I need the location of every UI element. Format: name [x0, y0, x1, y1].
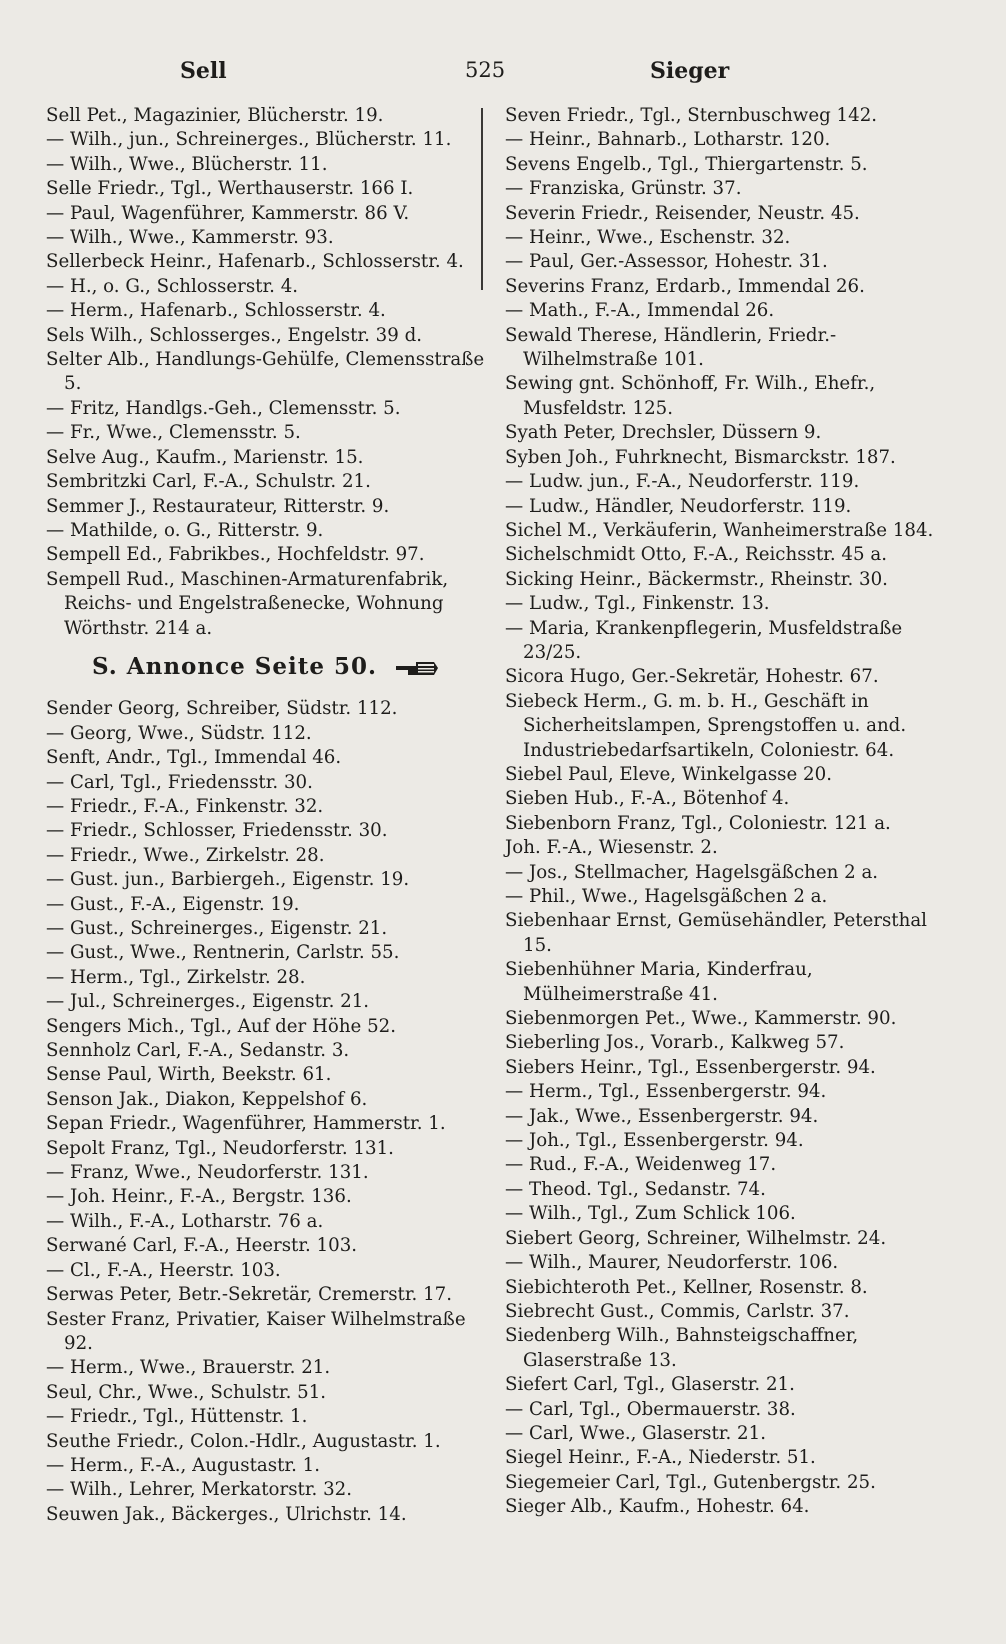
directory-entry: Sennholz Carl, F.-A., Sedanstr. 3. — [46, 1040, 350, 1062]
directory-entry: — Ludw. jun., F.-A., Neudorferstr. 119. — [505, 471, 860, 493]
directory-entry: — Friedr., Tgl., Hüttenstr. 1. — [46, 1406, 308, 1428]
directory-entry: — Friedr., Wwe., Zirkelstr. 28. — [46, 844, 325, 866]
directory-entry: — Ludw., Tgl., Finkenstr. 13. — [505, 593, 770, 615]
directory-entry: Seul, Chr., Wwe., Schulstr. 51. — [46, 1381, 327, 1403]
directory-entry: — Friedr., F.-A., Finkenstr. 32. — [46, 795, 324, 817]
directory-entry: — Theod. Tgl., Sedanstr. 74. — [505, 1178, 766, 1200]
header-left-keyword: Sell — [180, 58, 227, 84]
annonce-notice — [46, 652, 486, 680]
directory-entry: Siebenborn Franz, Tgl., Coloniestr. 121 a. — [505, 812, 891, 834]
directory-entry: — H., o. G., Schlosserstr. 4. — [46, 275, 299, 297]
directory-entry: Siegel Heinr., F.-A., Niederstr. 51. — [505, 1447, 816, 1469]
right-entries — [505, 104, 949, 1520]
directory-entry: — Friedr., Schlosser, Friedensstr. 30. — [46, 820, 388, 842]
directory-entry: Senson Jak., Diakon, Keppelshof 6. — [46, 1088, 368, 1110]
directory-entry: Selle Friedr., Tgl., Werthauserstr. 166 I. — [46, 178, 414, 200]
directory-entry: Siebrecht Gust., Commis, Carlstr. 37. — [505, 1300, 850, 1322]
directory-entry: Senft, Andr., Tgl., Immendal 46. — [46, 747, 342, 769]
directory-entry: — Jos., Stellmacher, Hagelsgäßchen 2 a. — [505, 861, 879, 883]
directory-entry: — Wilh., Tgl., Zum Schlick 106. — [505, 1203, 796, 1225]
directory-entry: Siebenhaar Ernst, Gemüsehändler, Petersthal 15. — [505, 910, 927, 956]
directory-entry: — Wilh., jun., Schreinerges., Blücherstr. 11. — [46, 129, 452, 151]
directory-entry: — Herm., Tgl., Zirkelstr. 28. — [46, 966, 306, 988]
directory-entry: — Heinr., Bahnarb., Lotharstr. 120. — [505, 129, 831, 151]
directory-entry: — Fr., Wwe., Clemensstr. 5. — [46, 422, 301, 444]
directory-entry: Siedenberg Wilh., Bahnsteigschaffner, Glaserstraße 13. — [505, 1325, 859, 1371]
directory-entry: Sepolt Franz, Tgl., Neudorferstr. 131. — [46, 1137, 394, 1159]
header-right-keyword: Sieger — [650, 58, 730, 84]
directory-entry: Sempell Ed., Fabrikbes., Hochfeldstr. 97. — [46, 544, 425, 566]
directory-entry: Sewing gnt. Schönhoff, Fr. Wilh., Ehefr., Musfeldstr. 125. — [505, 373, 876, 419]
directory-entry: Serwané Carl, F.-A., Heerstr. 103. — [46, 1235, 358, 1257]
left-column — [46, 104, 486, 1527]
directory-entry: Sengers Mich., Tgl., Auf der Höhe 52. — [46, 1015, 397, 1037]
directory-entry: — Gust., Wwe., Rentnerin, Carlstr. 55. — [46, 942, 400, 964]
directory-entry: Selve Aug., Kaufm., Marienstr. 15. — [46, 446, 364, 468]
directory-entry: — Gust. jun., Barbiergeh., Eigenstr. 19. — [46, 869, 410, 891]
directory-entry: — Carl, Tgl., Obermauerstr. 38. — [505, 1398, 796, 1420]
directory-entry: Siebel Paul, Eleve, Winkelgasse 20. — [505, 763, 832, 785]
directory-entry: — Herm., F.-A., Augustastr. 1. — [46, 1454, 321, 1476]
directory-entry: Sels Wilh., Schlosserges., Engelstr. 39 d. — [46, 324, 423, 346]
directory-entry: Sichelschmidt Otto, F.-A., Reichsstr. 45 a. — [505, 544, 887, 566]
directory-entry: — Carl, Wwe., Glaserstr. 21. — [505, 1422, 766, 1444]
directory-entry: — Wilh., Maurer, Neudorferstr. 106. — [505, 1252, 839, 1274]
directory-entry: Siebeck Herm., G. m. b. H., Geschäft in Sicherheitslampen, Sprengstoffen u. and. Industriebedarfsartikeln, Coloniestr. 64. — [505, 690, 907, 761]
left-entries-a — [46, 104, 486, 641]
directory-entry: Sieger Alb., Kaufm., Hohestr. 64. — [505, 1496, 810, 1518]
directory-entry: Syben Joh., Fuhrknecht, Bismarckstr. 187. — [505, 446, 896, 468]
directory-entry: Siebers Heinr., Tgl., Essenbergerstr. 94. — [505, 1056, 876, 1078]
directory-entry: Sepan Friedr., Wagenführer, Hammerstr. 1. — [46, 1113, 446, 1135]
directory-entry: — Fritz, Handlgs.-Geh., Clemensstr. 5. — [46, 397, 401, 419]
directory-entry: — Heinr., Wwe., Eschenstr. 32. — [505, 227, 791, 249]
directory-entry: Serwas Peter, Betr.-Sekretär, Cremerstr. 17. — [46, 1284, 453, 1306]
directory-entry: Sewald Therese, Händlerin, Friedr.-Wilhelmstraße 101. — [505, 324, 837, 371]
directory-entry: Sell Pet., Magazinier, Blücherstr. 19. — [46, 105, 384, 126]
directory-entry: — Paul, Wagenführer, Kammerstr. 86 V. — [46, 202, 410, 224]
directory-entry: Siefert Carl, Tgl., Glaserstr. 21. — [505, 1374, 795, 1396]
directory-entry: Sichel M., Verkäuferin, Wanheimerstraße 184. — [505, 519, 934, 541]
directory-entry: Siebenhühner Maria, Kinderfrau, Mülheimerstraße 41. — [505, 959, 813, 1005]
directory-entry: — Jul., Schreinerges., Eigenstr. 21. — [46, 991, 370, 1013]
directory-entry: — Ludw., Händler, Neudorferstr. 119. — [505, 495, 852, 517]
directory-entry: Siebenmorgen Pet., Wwe., Kammerstr. 90. — [505, 1008, 897, 1030]
directory-entry: Severin Friedr., Reisender, Neustr. 45. — [505, 202, 860, 224]
directory-entry: Sieberling Jos., Vorarb., Kalkweg 57. — [505, 1032, 845, 1054]
directory-entry: — Phil., Wwe., Hagelsgäßchen 2 a. — [505, 886, 828, 907]
directory-entry: — Paul, Ger.-Assessor, Hohestr. 31. — [505, 251, 828, 273]
directory-entry: — Cl., F.-A., Heerstr. 103. — [46, 1259, 281, 1281]
directory-entry: — Jak., Wwe., Essenbergerstr. 94. — [505, 1105, 819, 1127]
directory-entry: Seuwen Jak., Bäckerges., Ulrichstr. 14. — [46, 1503, 407, 1525]
directory-entry: — Mathilde, o. G., Ritterstr. 9. — [46, 519, 324, 541]
directory-entry: — Wilh., Lehrer, Merkatorstr. 32. — [46, 1479, 353, 1501]
directory-entry: — Herm., Wwe., Brauerstr. 21. — [46, 1357, 331, 1379]
directory-entry: — Joh., Tgl., Essenbergerstr. 94. — [505, 1130, 804, 1152]
page-number: 525 — [465, 58, 506, 82]
directory-entry: — Wilh., Wwe., Blücherstr. 11. — [46, 153, 328, 175]
directory-entry: Siegemeier Carl, Tgl., Gutenbergstr. 25. — [505, 1471, 876, 1493]
page-header — [0, 48, 1006, 88]
directory-entry: Sicking Heinr., Bäckermstr., Rheinstr. 30. — [505, 568, 888, 590]
directory-entry: — Carl, Tgl., Friedensstr. 30. — [46, 771, 313, 793]
right-column — [505, 104, 949, 1520]
directory-entry: Sicora Hugo, Ger.-Sekretär, Hohestr. 67. — [505, 666, 879, 688]
directory-entry: Selter Alb., Handlungs-Gehülfe, Clemensstraße 5. — [46, 349, 485, 395]
pointing-hand-icon — [394, 659, 440, 677]
directory-entry: Syath Peter, Drechsler, Düssern 9. — [505, 422, 822, 444]
directory-entry: Semmer J., Restaurateur, Ritterstr. 9. — [46, 495, 390, 517]
directory-entry: — Georg, Wwe., Südstr. 112. — [46, 722, 312, 744]
directory-entry: Sender Georg, Schreiber, Südstr. 112. — [46, 698, 398, 720]
directory-entry: Sevens Engelb., Tgl., Thiergartenstr. 5. — [505, 153, 868, 175]
directory-entry: Severins Franz, Erdarb., Immendal 26. — [505, 275, 865, 297]
directory-entry: — Franziska, Grünstr. 37. — [505, 178, 742, 200]
directory-entry: — Gust., Schreinerges., Eigenstr. 21. — [46, 918, 388, 939]
directory-entry: Siebert Georg, Schreiner, Wilhelmstr. 24. — [505, 1227, 887, 1249]
annonce-text: S. Annonce Seite 50. — [91, 652, 378, 680]
directory-entry: Sieben Hub., F.-A., Bötenhof 4. — [505, 788, 790, 810]
directory-entry: Sempell Rud., Maschinen-Armaturenfabrik, Reichs- und Engelstraßenecke, Wohnung Wörthstr. 214 a. — [46, 568, 449, 639]
directory-entry: — Math., F.-A., Immendal 26. — [505, 300, 775, 322]
directory-entry: Sense Paul, Wirth, Beekstr. 61. — [46, 1064, 332, 1086]
directory-entry: — Joh. Heinr., F.-A., Bergstr. 136. — [46, 1186, 352, 1208]
directory-entry: — Wilh., F.-A., Lotharstr. 76 a. — [46, 1210, 324, 1232]
directory-entry: Seven Friedr., Tgl., Sternbuschweg 142. — [505, 105, 878, 126]
directory-entry: Joh. F.-A., Wiesenstr. 2. — [505, 837, 718, 859]
directory-entry: Sester Franz, Privatier, Kaiser Wilhelmstraße 92. — [46, 1308, 466, 1354]
directory-entry: Sellerbeck Heinr., Hafenarb., Schlosserstr. 4. — [46, 251, 464, 273]
directory-entry: Siebichteroth Pet., Kellner, Rosenstr. 8. — [505, 1276, 868, 1298]
directory-entry: — Herm., Hafenarb., Schlosserstr. 4. — [46, 300, 386, 322]
directory-entry: — Gust., F.-A., Eigenstr. 19. — [46, 893, 300, 915]
directory-entry: — Maria, Krankenpflegerin, Musfeldstraße 23/25. — [505, 617, 903, 663]
directory-entry: — Herm., Tgl., Essenbergerstr. 94. — [505, 1081, 827, 1103]
directory-entry: Seuthe Friedr., Colon.-Hdlr., Augustastr. 1. — [46, 1430, 441, 1452]
directory-entry: — Franz, Wwe., Neudorferstr. 131. — [46, 1162, 369, 1184]
left-entries-b — [46, 697, 486, 1527]
directory-entry: Sembritzki Carl, F.-A., Schulstr. 21. — [46, 471, 371, 493]
directory-entry: — Rud., F.-A., Weidenweg 17. — [505, 1154, 777, 1176]
directory-entry: — Wilh., Wwe., Kammerstr. 93. — [46, 227, 334, 249]
